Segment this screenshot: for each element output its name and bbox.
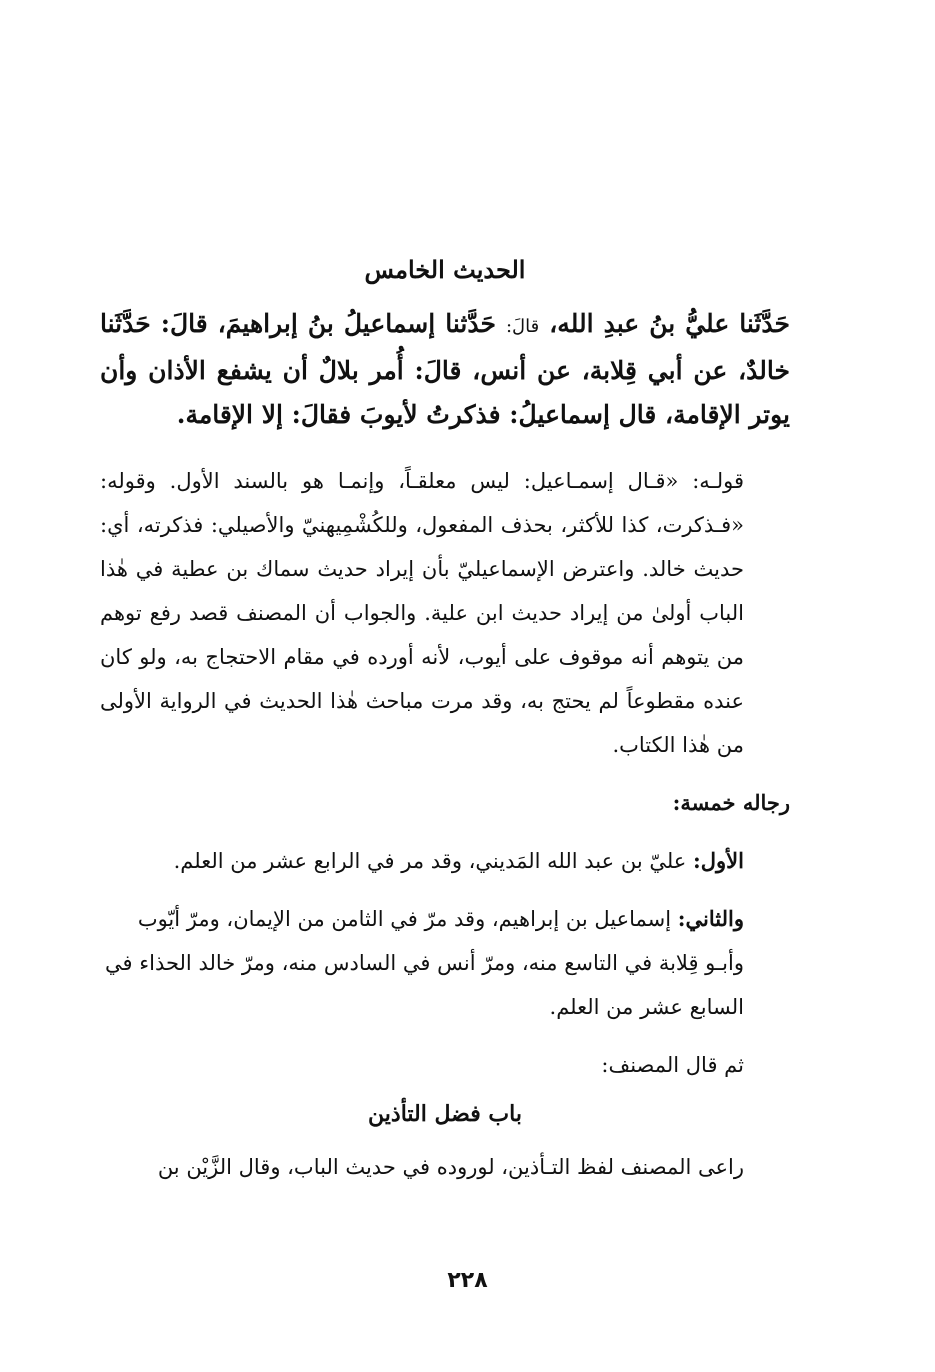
chapter-title: باب فضل التأذين — [368, 1101, 522, 1127]
hadith-text-part2: حَدَّثنا إسماعيلُ بنُ إبراهيمَ، قالَ: حَدَّثَنا خالدٌ، عن أبي قِلابة، عن أنس، قالَ: أُمر بلالٌ أن يشفع الأذان وأن يوتر الإقامة، قال إسماعيلُ: فذكرتُ لأيوبَ فقالَ: إلا الإقامة. — [100, 309, 790, 429]
narrators-heading: رجاله خمسة: — [672, 790, 790, 815]
narrator-second-label: والثاني: — [677, 906, 744, 931]
author-said: ثم قال المصنف: — [601, 1053, 744, 1077]
narrator-first — [100, 839, 790, 883]
narrator-first-text: عليّ بن عبد الله المَديني، وقد مر في الرابع عشر من العلم. — [173, 849, 687, 873]
narrator-second-text: إسماعيل بن إبراهيم، وقد مرّ في الثامن من الإيمان، ومرّ أيّوب وأبـو قِلابة في التاسع منه، ومرّ أنس في السادس منه، ومرّ خالد الحذاء في السابع عشر من العلم. — [105, 907, 744, 1019]
hadith-text — [100, 302, 790, 437]
narrator-second — [100, 897, 790, 1029]
hadith-heading: الحديث الخامس — [364, 255, 526, 284]
hadith-text-part1: حَدَّثَنا عليُّ بنُ عبدِ الله، — [549, 309, 790, 338]
page-body — [100, 255, 790, 1203]
page-number: ٢٢٨ — [447, 1268, 488, 1293]
narrator-first-label: الأول: — [693, 848, 744, 873]
hadith-said: قالَ: — [505, 316, 540, 337]
chapter-text: راعى المصنف لفظ التـأذين، لوروده في حديث الباب، وقال الزَّيْن بن — [157, 1155, 744, 1179]
commentary-paragraph: قولـه: «قـال إسمـاعيل: ليس معلقـاً، وإنمـا هو بالسند الأول. وقوله: «فـذكرت، كذا للأكثر، بحذف المفعول، وللكُشْمِيهنيّ والأصيلي: فذكرته، أي: حديث خالد. واعترض الإسماعيليّ بأن إيراد حديث سماك بن عطية في هٰذا الباب أولىٰ من إيراد حديث ابن علية. والجواب أن المصنف قصد رفع توهم من يتوهم أنه موقوف على أيوب، لأنه أورده في مقام الاحتجاج به، ولو كان عنده مقطوعاً لم يحتج به، وقد مرت مباحث هٰذا الحديث في الرواية الأولى من هٰذا الكتاب. — [100, 469, 745, 757]
